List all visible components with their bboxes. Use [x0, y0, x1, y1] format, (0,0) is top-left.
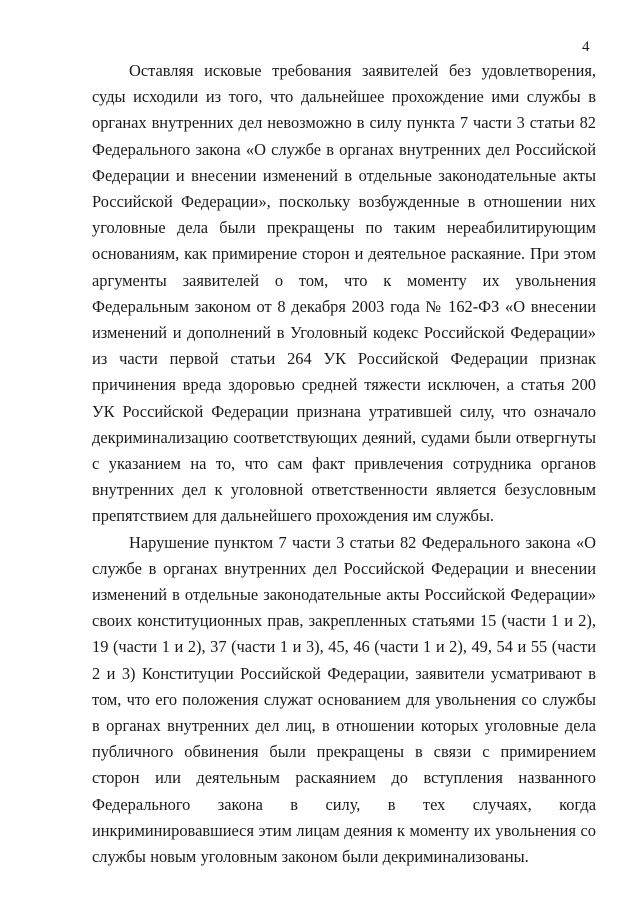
paragraph-claims-rejected: Оставляя исковые требования заявителей без удовлетворения, суды исходили из того, что дальнейшее прохождение ими службы в органах внутренних дел невозможно в силу пункта 7 части 3 статьи 82 Федерального закона «О службе в органах внутренних дел Российской Федерации и внесении изменений в отдельные законодательные акты Российской Федерации», поскольку возбужденные в отношении них уголовные дела были прекращены по таким нереабилитирующим основаниям, как примирение сторон и деятельное раскаяние. При этом аргументы заявителей о том, что к моменту их увольнения Федеральным законом от 8 декабря 2003 года № 162-ФЗ «О внесении изменений и дополнений в Уголовный кодекс Российской Федерации» из части первой статьи 264 УК Российской Федерации признак причинения вреда здоровью средней тяжести исключен, а статья 200 УК Российской Федерации признана утратившей силу, что означало декриминализацию соответствующих деяний, судами были отвергнуты с указанием на то, что сам факт привлечения сотрудника органов внутренних дел к уголовной ответственности является безусловным препятствием для дальнейшего прохождения им службы. — [92, 61, 596, 526]
document-body — [92, 58, 596, 870]
page-number: 4 — [582, 39, 590, 55]
paragraph-constitutional-rights: Нарушение пунктом 7 части 3 статьи 82 Федерального закона «О службе в органах внутренних дел Российской Федерации и внесении изменений в отдельные законодательные акты Российской Федерации» своих конституционных прав, закрепленных статьями 15 (части 1 и 2), 19 (части 1 и 2), 37 (части 1 и 3), 45, 46 (части 1 и 2), 49, 54 и 55 (части 2 и 3) Конституции Российской Федерации, заявители усматривают в том, что его положения служат основанием для увольнения со службы в органах внутренних дел лиц, в отношении которых уголовные дела публичного обвинения были прекращены в связи с примирением сторон или деятельным раскаянием до вступления названного Федерального закона в силу, в тех случаях, когда инкриминировавшиеся этим лицам деяния к моменту их увольнения со службы новым уголовным законом были декриминализованы. — [92, 532, 596, 867]
